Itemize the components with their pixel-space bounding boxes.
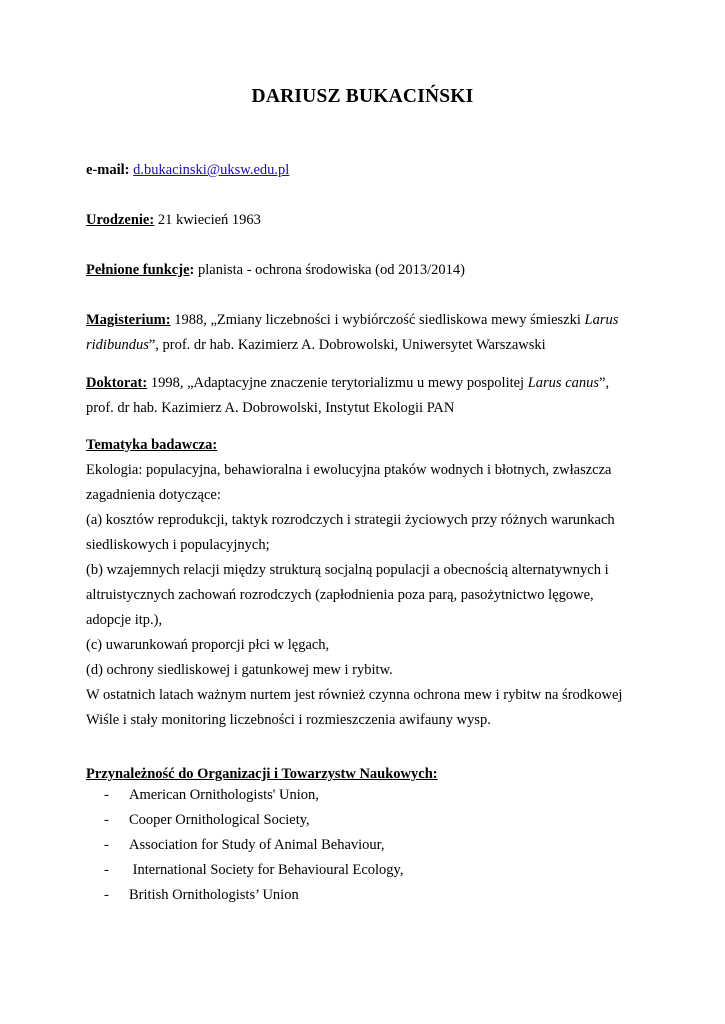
memberships-list: [104, 787, 624, 912]
memberships-section: [86, 762, 646, 787]
list-item: [104, 837, 624, 862]
masters-text-1: 1988, „Zmiany liczebności i wybiórczość siedliskowa mewy śmieszki: [170, 312, 585, 328]
email-row: [86, 158, 646, 183]
list-item-text: American Ornithologists' Union,: [129, 787, 319, 803]
function-label: Pełnione funkcje: [86, 262, 190, 278]
doctorate-line-2: prof. dr hab. Kazimierz A. Dobrowolski, Instytut Ekologii PAN: [86, 400, 455, 416]
research-line: altruistycznych zachowań rozrodczych (zapłodnienia poza parą, pasożytnictwo lęgowe,: [86, 587, 594, 603]
research-line: W ostatnich latach ważnym nurtem jest również czynna ochrona mew i rybitw na środkowej: [86, 687, 623, 703]
function-value: planista - ochrona środowiska (od 2013/2014): [194, 262, 465, 278]
list-item-text: International Society for Behavioural Ecology,: [129, 862, 404, 878]
birth-label: Urodzenie:: [86, 212, 155, 228]
doctorate-label: Doktorat:: [86, 375, 148, 391]
masters-label: Magisterium:: [86, 312, 171, 328]
list-item: [104, 787, 624, 812]
list-item: [104, 812, 624, 837]
list-item-text: Association for Study of Animal Behaviour,: [129, 837, 385, 853]
list-item: [104, 887, 624, 912]
doctorate-text-1-end: ”,: [599, 375, 610, 391]
research-line: adopcje itp.),: [86, 612, 163, 628]
page-title: DARIUSZ BUKACIŃSKI: [251, 86, 474, 107]
memberships-heading: Przynależność do Organizacji i Towarzystw Naukowych:: [86, 766, 438, 782]
research-line: (c) uwarunkowań proporcji płci w lęgach,: [86, 637, 330, 653]
list-item: [104, 862, 624, 887]
masters-line-2: [86, 333, 646, 358]
list-dash: -: [104, 887, 109, 903]
list-dash: -: [104, 812, 109, 828]
list-dash: -: [104, 787, 109, 803]
birth-row: [86, 208, 646, 233]
research-line: siedliskowych i populacyjnych;: [86, 537, 270, 553]
masters-section: [86, 308, 646, 358]
function-row: [86, 258, 646, 283]
function-colon: :: [189, 262, 195, 278]
doctorate-line-1: [86, 371, 646, 396]
research-line: (a) kosztów reprodukcji, taktyk rozrodczych i strategii życiowych przy różnych warunkach: [86, 512, 615, 528]
masters-line-1: [86, 308, 646, 333]
doctorate-section: [86, 371, 646, 421]
list-item-text: British Ornithologists’ Union: [129, 887, 299, 903]
list-dash: -: [104, 837, 109, 853]
masters-species-1: Larus: [584, 312, 619, 328]
masters-text-2: ”, prof. dr hab. Kazimierz A. Dobrowolski, Uniwersytet Warszawski: [148, 337, 546, 353]
research-section: [86, 433, 646, 733]
masters-species-2: ridibundus: [86, 337, 149, 353]
research-line: Ekologia: populacyjna, behawioralna i ewolucyjna ptaków wodnych i błotnych, zwłaszcza: [86, 462, 612, 478]
birth-value: 21 kwiecień 1963: [154, 212, 261, 228]
email-link[interactable]: d.bukacinski@uksw.edu.pl: [133, 162, 290, 178]
research-line: (d) ochrony siedliskowej i gatunkowej mew i rybitw.: [86, 662, 393, 678]
doctorate-text-1: 1998, „Adaptacyjne znaczenie terytorializmu u mewy pospolitej: [147, 375, 528, 391]
research-heading: Tematyka badawcza:: [86, 437, 218, 453]
email-label: e-mail:: [86, 162, 130, 178]
research-line: (b) wzajemnych relacji między strukturą socjalną populacji a obecnością alternatywnych i: [86, 562, 609, 578]
list-dash: -: [104, 862, 109, 878]
research-line: Wiśle i stały monitoring liczebności i rozmieszczenia awifauny wysp.: [86, 712, 491, 728]
list-item-text: Cooper Ornithological Society,: [129, 812, 310, 828]
research-line: zagadnienia dotyczące:: [86, 487, 221, 503]
doctorate-species: Larus canus: [527, 375, 600, 391]
